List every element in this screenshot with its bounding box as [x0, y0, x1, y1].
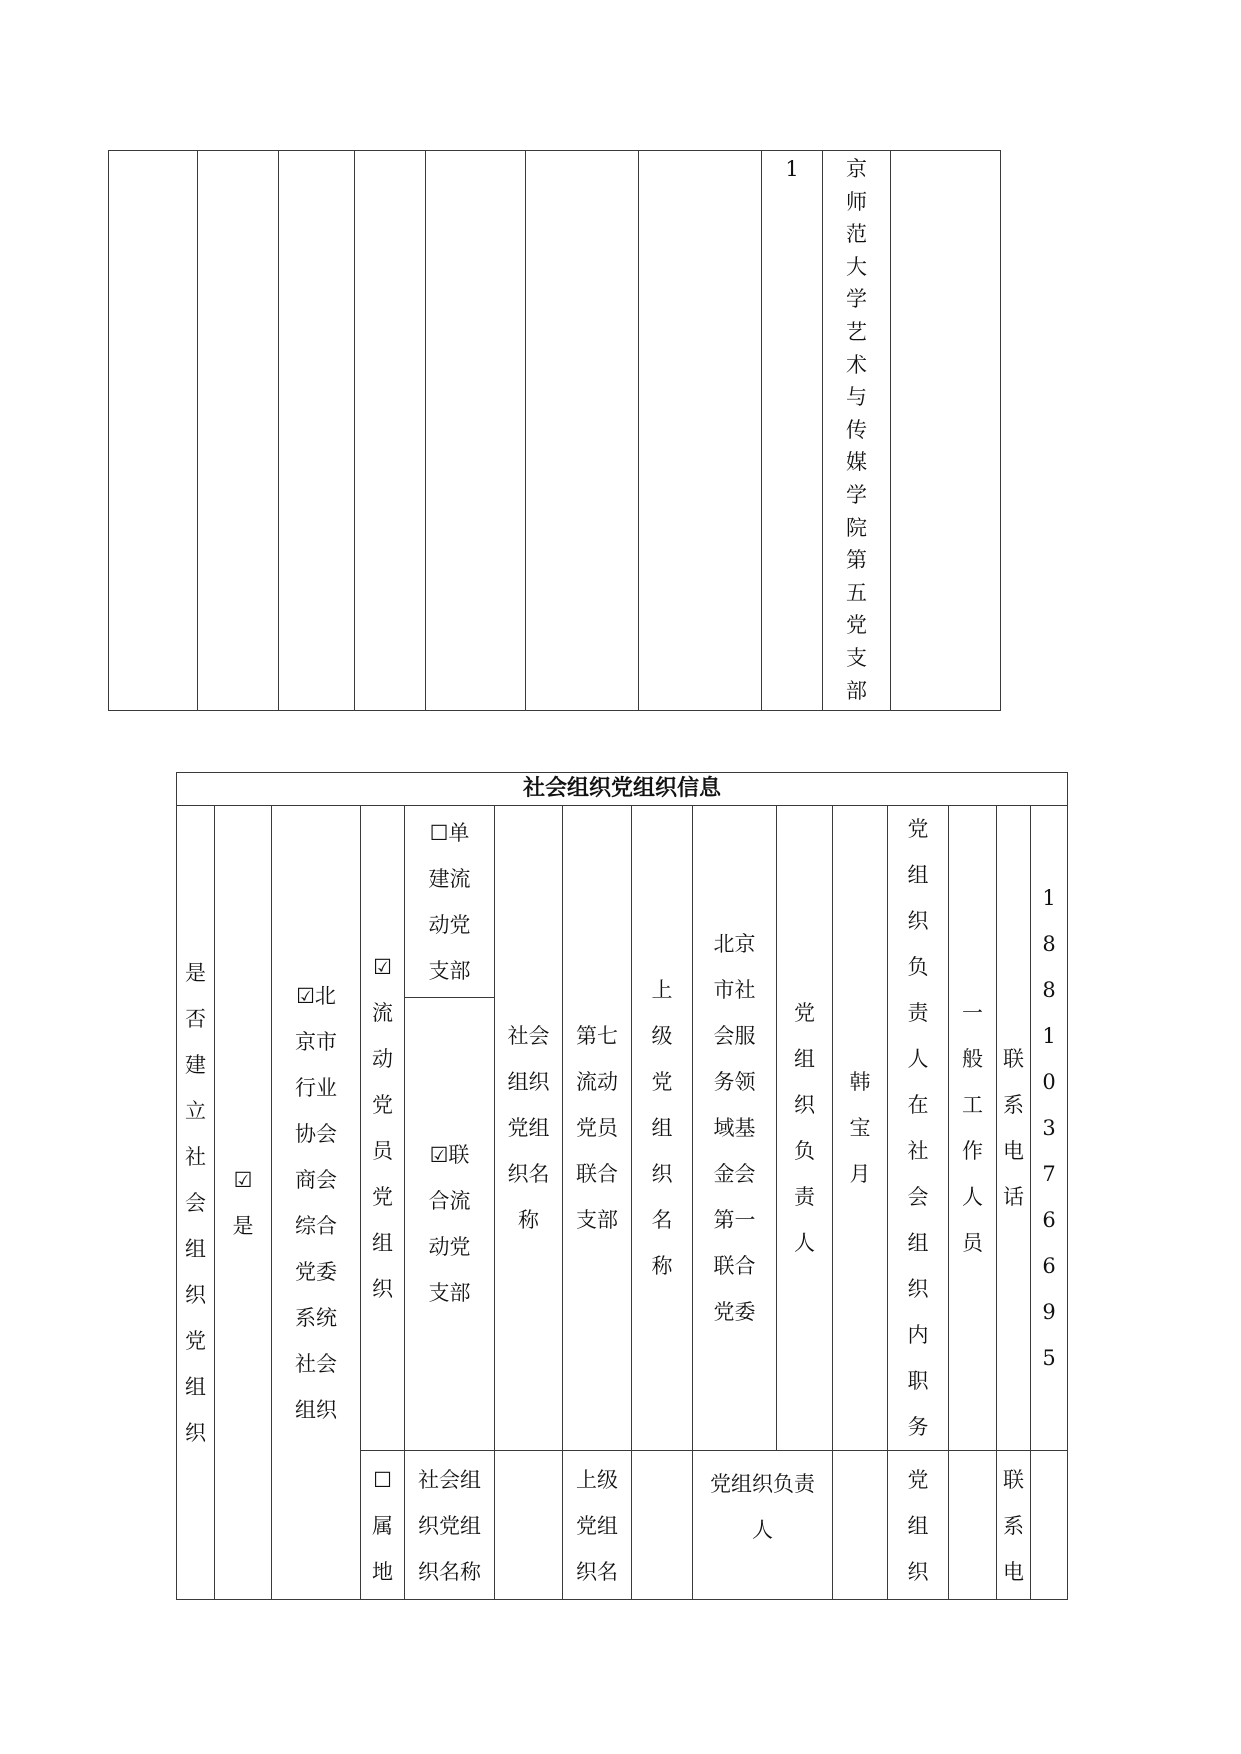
leader-value-cell — [833, 1451, 888, 1600]
leader-label: 党 组 织 负 责 人 — [794, 1001, 815, 1255]
leader-value: 韩 宝 月 — [849, 1070, 871, 1186]
empty-cell — [279, 151, 355, 711]
leader-position-label-cell — [888, 1451, 949, 1600]
parent-org-value-cell — [632, 1451, 693, 1600]
table-title: 社会组织党组织信息 — [177, 773, 1068, 806]
phone-label-cell — [997, 1451, 1031, 1600]
org-name-label: 社会组 织党组 织名称 — [418, 1468, 481, 1584]
is-established-checkbox[interactable]: ☑ 是 — [232, 1167, 254, 1238]
parent-org-label: 上级 党组 织名 — [576, 1468, 618, 1584]
joint-floating-branch-checkbox[interactable]: ☑联 合流 动党 支部 — [428, 1143, 471, 1306]
leader-label: 党组织负责 人 — [710, 1472, 815, 1542]
affiliation-cell — [272, 806, 361, 1600]
table-title-row — [177, 773, 1068, 806]
party-branch-name: 京 师 范 大 学 艺 术 与 传 媒 学 院 第 五 党 支 部 — [846, 157, 867, 703]
phone-label: 联 系 电 话 — [1003, 1047, 1024, 1209]
empty-cell — [109, 151, 198, 711]
parent-org-label-cell — [563, 1451, 632, 1600]
local-option-cell — [361, 1451, 405, 1600]
leader-label-cell — [777, 806, 833, 1451]
floating-type-cell — [361, 806, 405, 1451]
empty-cell — [891, 151, 1001, 711]
org-name-value-cell — [495, 1451, 563, 1600]
joint-floating-cell — [405, 998, 495, 1451]
single-floating-branch-checkbox[interactable]: ☐单 建流 动党 支部 — [428, 821, 471, 983]
org-name-label: 社会 组织 党组 织名 称 — [507, 1024, 550, 1232]
leader-position-value: 一 般 工 作 人 员 — [962, 1001, 983, 1255]
empty-cell — [526, 151, 639, 711]
leader-position-label-cell — [888, 806, 949, 1451]
phone-value: 1 8 8 1 0 3 7 6 6 9 5 — [1042, 886, 1056, 1370]
party-branch-name-cell — [823, 151, 891, 711]
leader-position-label: 党 组 织 — [907, 1468, 929, 1584]
empty-cell — [355, 151, 426, 711]
org-name-label-cell — [495, 806, 563, 1451]
empty-cell — [639, 151, 762, 711]
empty-cell — [198, 151, 279, 711]
org-name-label-cell — [405, 1451, 495, 1600]
is-established-value-cell — [215, 806, 272, 1600]
row-number: 1 — [785, 157, 799, 181]
phone-label-cell — [997, 806, 1031, 1451]
phone-value-cell — [1031, 806, 1068, 1451]
affiliation-checkbox[interactable]: ☑北 京市 行业 协会 商会 综合 党委 系统 社会 组织 — [295, 983, 337, 1422]
parent-org-value-cell — [693, 806, 777, 1451]
empty-cell — [426, 151, 526, 711]
phone-label: 联 系 电 — [1003, 1468, 1024, 1584]
leader-position-value-cell — [949, 806, 997, 1451]
social-org-party-info-table — [176, 772, 1068, 1600]
org-name-value: 第七 流动 党员 联合 支部 — [576, 1024, 618, 1232]
is-established-label-cell — [177, 806, 215, 1600]
parent-org-value: 北京 市社 会服 务领 域基 金会 第一 联合 党委 — [713, 932, 756, 1324]
leader-position-label: 党 组 织 负 责 人 在 社 会 组 织 内 职 务 — [907, 817, 929, 1439]
floating-party-org-checkbox[interactable]: ☑ 流 动 党 员 党 组 织 — [372, 955, 393, 1301]
local-party-org-checkbox[interactable]: ☐ 属 地 — [372, 1468, 393, 1584]
leader-position-value-cell — [949, 1451, 997, 1600]
previous-table-continuation — [108, 150, 1001, 711]
is-established-label: 是 否 建 立 社 会 组 织 党 组 织 — [185, 960, 206, 1445]
parent-org-label-cell — [632, 806, 693, 1451]
leader-label-cell — [693, 1451, 833, 1600]
row-number-cell — [762, 151, 823, 711]
table-row — [177, 806, 1068, 998]
single-floating-cell — [405, 806, 495, 998]
parent-org-label: 上 级 党 组 织 名 称 — [651, 978, 673, 1278]
leader-value-cell — [833, 806, 888, 1451]
phone-value-cell — [1031, 1451, 1068, 1600]
table-row — [109, 151, 1001, 711]
org-name-value-cell — [563, 806, 632, 1451]
